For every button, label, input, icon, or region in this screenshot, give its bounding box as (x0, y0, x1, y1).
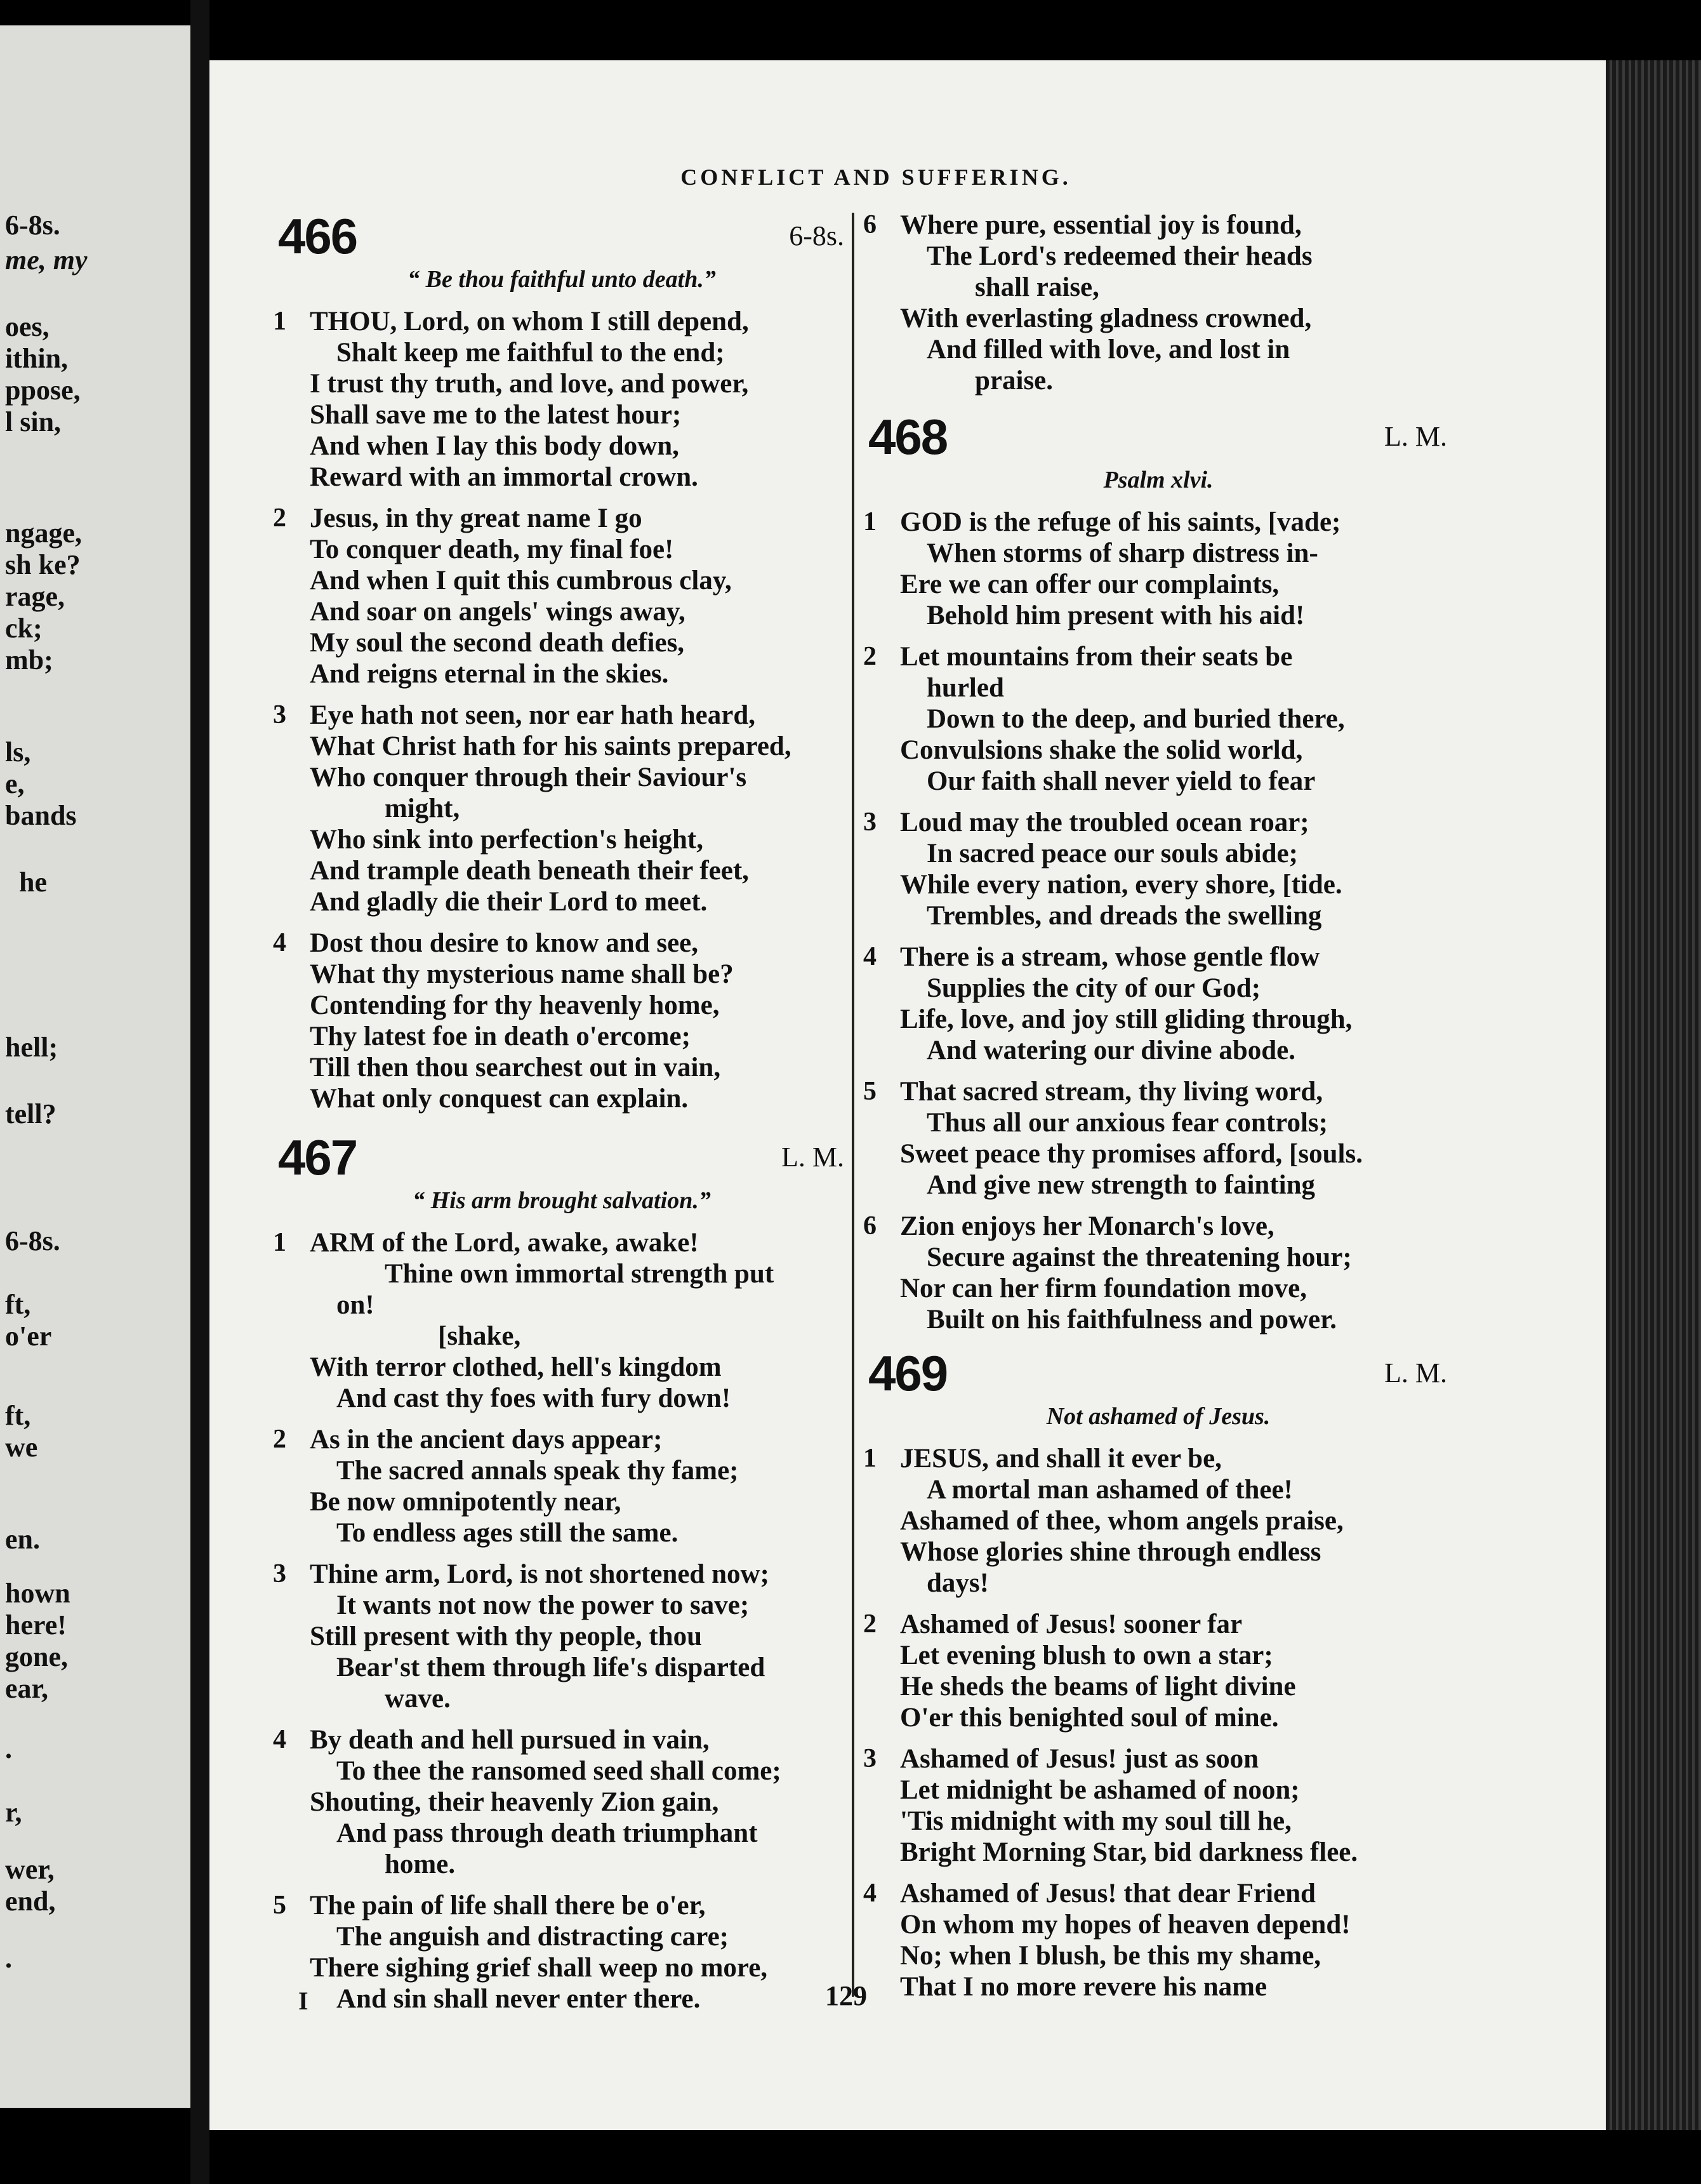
fragment: ck; (5, 613, 43, 644)
fragment: me, my (5, 244, 88, 276)
stanza-number: 6 (863, 1211, 877, 1241)
hymn-meter: L. M. (1384, 421, 1447, 452)
verse-line: Where pure, essential joy is found, (900, 210, 1302, 240)
verse-line: I trust thy truth, and love, and power, (310, 369, 749, 399)
verse-line: Ashamed of Jesus! sooner far (900, 1609, 1243, 1639)
fragment: rage, (5, 581, 65, 612)
fragment: ear, (5, 1673, 49, 1704)
verse-line: Shall save me to the latest hour; (310, 400, 682, 430)
verse-line: 'Tis midnight with my soul till he, (900, 1806, 1292, 1836)
stanza (863, 210, 1453, 396)
verse-line: Nor can her firm foundation move, (900, 1274, 1307, 1303)
fragment: e, (5, 768, 25, 799)
fragment: ngage, (5, 517, 82, 549)
fragment: 6-8s. (5, 1225, 60, 1256)
verse-line: He sheds the beams of light divine (900, 1672, 1296, 1701)
verse-line: When storms of sharp distress in- (927, 538, 1318, 568)
stanza (863, 507, 1453, 631)
fragment: bands (5, 800, 77, 831)
stanza (863, 1443, 1453, 1599)
verse-line: Thy latest foe in death o'ercome; (310, 1022, 691, 1051)
fragment: end, (5, 1886, 56, 1917)
verse-line: In sacred peace our souls abide; (927, 839, 1298, 869)
verse-line: By death and hell pursued in vain, (310, 1725, 710, 1755)
verse-line: Built on his faithfulness and power. (927, 1305, 1337, 1335)
verse-line: Ashamed of thee, whom angels praise, (900, 1506, 1344, 1536)
left-column (273, 208, 850, 2025)
stanza (863, 1211, 1453, 1335)
verse-line: And trample death beneath their feet, (310, 856, 749, 886)
stanza-number: 4 (273, 1725, 286, 1754)
stanza-number: 4 (863, 1879, 877, 1908)
verse-line: And cast thy foes with fury down! (336, 1383, 731, 1413)
column-divider (852, 213, 854, 1997)
verse-line: Life, love, and joy still gliding through, (900, 1004, 1353, 1034)
verse-line: Behold him present with his aid! (927, 601, 1305, 630)
verse-line: Who sink into perfection's height, (310, 825, 703, 855)
verse-line: shall raise, (975, 272, 1099, 302)
stanza (273, 503, 850, 689)
stanza-number: 3 (273, 700, 286, 729)
facing-page-fragment (0, 25, 190, 2108)
verse-line: Still present with thy people, thou (310, 1621, 702, 1651)
stanza (863, 641, 1453, 797)
stanza-number: 2 (273, 503, 286, 533)
verse-line: Jesus, in thy great name I go (310, 503, 642, 533)
verse-line: And reigns eternal in the skies. (310, 659, 669, 689)
stanza (863, 807, 1453, 931)
verse-line: Sweet peace thy promises afford, [souls. (900, 1139, 1363, 1169)
page-edges (1599, 60, 1701, 2130)
fragment: we (5, 1432, 38, 1463)
verse-line: To thee the ransomed seed shall come; (336, 1756, 781, 1786)
verse-line: The anguish and distracting care; (336, 1922, 729, 1952)
hymn-subtitle: “ Be thou faithful unto death.” (407, 266, 716, 293)
verse-line: [shake, (438, 1321, 521, 1351)
verse-line: And watering our divine abode. (927, 1035, 1295, 1065)
stanza-number: 1 (863, 1444, 877, 1473)
fragment: ppose, (5, 375, 81, 406)
verse-line: With terror clothed, hell's kingdom (310, 1352, 722, 1382)
verse-line: Thus all our anxious fear controls; (927, 1108, 1328, 1138)
book-gutter (190, 0, 209, 2184)
fragment: here! (5, 1609, 67, 1641)
fragment: mb; (5, 644, 53, 676)
verse-line: And soar on angels' wings away, (310, 597, 685, 627)
fragment: tell? (5, 1098, 56, 1129)
verse-line: Reward with an immortal crown. (310, 462, 698, 492)
fragment: gone, (5, 1641, 68, 1672)
stanza-number: 3 (273, 1559, 286, 1588)
verse-line: Loud may the troubled ocean roar; (900, 808, 1309, 837)
stanza (863, 1609, 1453, 1733)
verse-line: Whose glories shine through endless (900, 1537, 1321, 1567)
verse-line: on! (336, 1290, 374, 1320)
hymn-number: 469 (868, 1345, 948, 1401)
verse-line: Thine arm, Lord, is not shortened now; (310, 1559, 769, 1589)
verse-line: There is a stream, whose gentle flow (900, 942, 1320, 972)
verse-line: days! (927, 1568, 989, 1598)
stanza-number: 5 (863, 1077, 877, 1106)
verse-line: Our faith shall never yield to fear (927, 766, 1316, 796)
verse-line: wave. (385, 1684, 451, 1714)
verse-line: Contending for thy heavenly home, (310, 990, 720, 1020)
verse-line: hurled (927, 673, 1004, 703)
fragment: en. (5, 1524, 40, 1555)
verse-line: Be now omnipotently near, (310, 1487, 621, 1517)
stanza (273, 928, 850, 1114)
verse-line: praise. (975, 366, 1054, 396)
fragment: . (5, 1733, 12, 1764)
stanza-number: 2 (863, 1609, 877, 1639)
verse-line: Ashamed of Jesus! just as soon (900, 1744, 1259, 1774)
spacer (273, 1124, 850, 1129)
stanza-number: 1 (863, 507, 877, 536)
stanza (863, 1743, 1453, 1868)
verse-line: Let evening blush to own a star; (900, 1641, 1273, 1670)
hymn-header (863, 1345, 1453, 1401)
verse-line: home. (385, 1849, 456, 1879)
stanza-number: 3 (863, 808, 877, 837)
running-head: CONFLICT AND SUFFERING. (680, 164, 1071, 190)
stanza (273, 700, 850, 917)
verse-line: Dost thou desire to know and see, (310, 928, 699, 958)
verse-line: Supplies the city of our God; (927, 973, 1261, 1003)
verse-line: As in the ancient days appear; (310, 1425, 663, 1455)
verse-line: And pass through death triumphant (336, 1818, 758, 1848)
fragment: hell; (5, 1032, 58, 1063)
verse-line: Shouting, their heavenly Zion gain, (310, 1787, 719, 1817)
verse-line: GOD is the refuge of his saints, [vade; (900, 507, 1341, 537)
verse-line: And when I lay this body down, (310, 431, 679, 461)
hymn-subtitle: Not ashamed of Jesus. (1046, 1403, 1271, 1430)
signature-mark: I (298, 1987, 308, 2015)
fragment: l sin, (5, 406, 62, 437)
verse-line: That sacred stream, thy living word, (900, 1077, 1323, 1107)
verse-line: Thine own immortal strength put (385, 1259, 774, 1289)
fragment: wer, (5, 1854, 55, 1885)
stanza-number: 4 (863, 942, 877, 971)
verse-line: It wants not now the power to save; (336, 1590, 750, 1620)
stanza-number: 6 (863, 210, 877, 239)
verse-line: To conquer death, my final foe! (310, 535, 674, 564)
stanza (863, 1878, 1453, 2002)
hymn-number: 467 (278, 1129, 357, 1185)
hymn-number: 466 (278, 208, 357, 264)
verse-line: Ere we can offer our complaints, (900, 569, 1280, 599)
hymn-header (273, 1129, 850, 1185)
verse-line: JESUS, and shall it ever be, (900, 1444, 1222, 1474)
hymn-number: 468 (868, 409, 948, 465)
verse-line: The pain of life shall there be o'er, (310, 1891, 706, 1921)
verse-line: And gladly die their Lord to meet. (310, 887, 708, 917)
verse-line: THOU, Lord, on whom I still depend, (310, 307, 749, 336)
verse-line: O'er this benighted soul of mine. (900, 1703, 1279, 1733)
verse-line: What only conquest can explain. (310, 1084, 689, 1114)
verse-line: Who conquer through their Saviour's (310, 762, 747, 792)
stanza (273, 1559, 850, 1714)
verse-line: Secure against the threatening hour; (927, 1242, 1352, 1272)
stanza-number: 2 (863, 642, 877, 671)
hymn-meter: L. M. (781, 1142, 844, 1173)
hymn-header (863, 409, 1453, 465)
verse-line: With everlasting gladness crowned, (900, 303, 1312, 333)
fragment: ls, (5, 736, 31, 768)
verse-line: To endless ages still the same. (336, 1518, 678, 1548)
stanza-number: 1 (273, 307, 286, 336)
stanza-number: 1 (273, 1228, 286, 1257)
verse-line: might, (385, 794, 460, 823)
verse-line: That I no more revere his name (900, 1972, 1267, 2002)
verse-line: On whom my hopes of heaven depend! (900, 1910, 1351, 1940)
right-column (863, 210, 1453, 2013)
verse-line: Let mountains from their seats be (900, 642, 1293, 672)
verse-line: Shalt keep me faithful to the end; (336, 338, 725, 368)
verse-line: Eye hath not seen, nor ear hath heard, (310, 700, 755, 730)
verse-line: What thy mysterious name shall be? (310, 959, 734, 989)
verse-line: My soul the second death defies, (310, 628, 685, 658)
stanza (273, 1890, 850, 2014)
verse-line: Bright Morning Star, bid darkness flee. (900, 1837, 1358, 1867)
verse-line: And give new strength to fainting (927, 1170, 1315, 1200)
fragment: o'er (5, 1321, 52, 1352)
stanza (273, 1424, 850, 1548)
stanza-number: 4 (273, 928, 286, 957)
verse-line: The Lord's redeemed their heads (927, 241, 1313, 271)
stanza-number: 5 (273, 1891, 286, 1920)
verse-line: Down to the deep, and buried there, (927, 704, 1345, 734)
page-number: 129 (825, 1980, 867, 2011)
hymn-subtitle: “ His arm brought salvation.” (413, 1187, 711, 1214)
verse-line: No; when I blush, be this my shame, (900, 1941, 1321, 1971)
verse-line: And sin shall never enter there. (336, 1984, 701, 2014)
fragment: sh ke? (5, 549, 81, 580)
stanza-number: 3 (863, 1744, 877, 1773)
stanza (273, 1724, 850, 1880)
fragment: oes, (5, 311, 50, 342)
hymn-meter: 6-8s. (789, 220, 844, 251)
verse-line: Convulsions shake the solid world, (900, 735, 1303, 765)
verse-line: While every nation, every shore, [tide. (900, 870, 1342, 900)
verse-line: Let midnight be ashamed of noon; (900, 1775, 1300, 1805)
hymn-subtitle: Psalm xlvi. (1103, 467, 1214, 493)
fragment: ft, (5, 1400, 31, 1431)
verse-line: Zion enjoys her Monarch's love, (900, 1211, 1274, 1241)
verse-line: Bear'st them through life's disparted (336, 1653, 765, 1682)
verse-line: Till then thou searchest out in vain, (310, 1053, 721, 1082)
stanza (273, 306, 850, 493)
verse-line: And when I quit this cumbrous clay, (310, 566, 732, 596)
fragment: 6-8s. (5, 210, 60, 241)
stanza-number: 2 (273, 1425, 286, 1454)
verse-line: What Christ hath for his saints prepared, (310, 731, 791, 761)
hymn-meter: L. M. (1384, 1357, 1447, 1388)
fragment: ft, (5, 1289, 31, 1320)
stanza (273, 1227, 850, 1414)
fragment: he (19, 867, 47, 898)
stanza (863, 1076, 1453, 1201)
fragment: r, (5, 1797, 22, 1828)
fragment: ithin, (5, 343, 69, 374)
verse-line: There sighing grief shall weep no more, (310, 1953, 768, 1983)
stanza (863, 942, 1453, 1066)
verse-line: ARM of the Lord, awake, awake! (310, 1228, 699, 1258)
fragment: . (5, 1943, 12, 1974)
verse-line: A mortal man ashamed of thee! (927, 1475, 1293, 1505)
hymn-header (273, 208, 850, 264)
verse-line: Ashamed of Jesus! that dear Friend (900, 1879, 1316, 1908)
fragment: hown (5, 1578, 70, 1609)
verse-line: Trembles, and dreads the swelling (927, 901, 1322, 931)
verse-line: The sacred annals speak thy fame; (336, 1456, 739, 1486)
verse-line: And filled with love, and lost in (927, 335, 1290, 364)
